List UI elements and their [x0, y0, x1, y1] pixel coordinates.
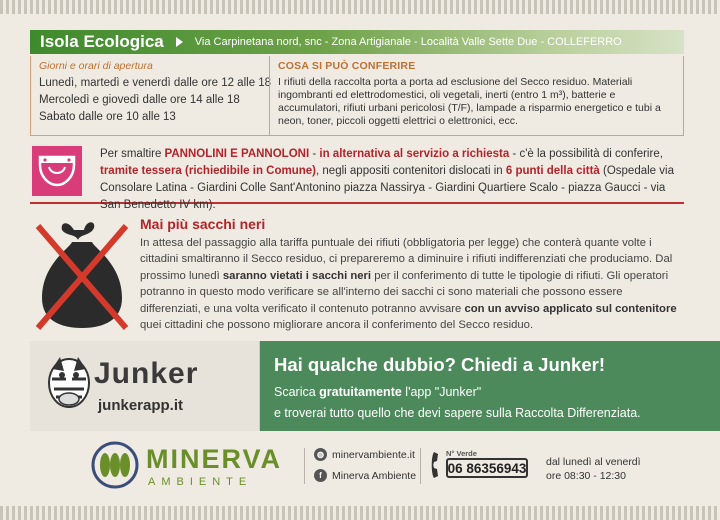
info-box	[30, 56, 684, 136]
highlight-alternative: in alternativa al servizio a richiesta	[319, 148, 510, 160]
text-run: (Ospedale via Consolare Latina - Giardini Colle Sant'Antonino piazza Nassirya - Giardini Quartiere Scalo - piazza Gaucci - via San Benedetto IV km).	[100, 165, 674, 211]
diaper-icon	[32, 146, 82, 196]
text-run: quei cittadini che possono migliorare ancora il conferimento del Secco residuo.	[140, 319, 534, 332]
phone-hours-line: ore 08:30 - 12:30	[546, 470, 626, 482]
minerva-logo-icon	[90, 440, 140, 490]
phone-hours-line: dal lunedì al venerdì	[546, 456, 641, 468]
phone-number[interactable]: 06 86356943	[446, 458, 528, 478]
text-run: Per smaltire	[100, 148, 165, 160]
website-link[interactable]	[314, 448, 415, 461]
crossed-bag-icon	[32, 216, 132, 336]
accepted-title: COSA SI PUÒ CONFERIRE	[278, 60, 416, 72]
header-bar	[30, 30, 684, 54]
diaper-section	[30, 142, 684, 211]
divider	[420, 448, 421, 484]
text-run: e troverai tutto quello che devi sapere sulla Raccolta Differenziata.	[274, 406, 641, 420]
accepted-text: I rifiuti della raccolta porta a porta ad esclusione del Secco residuo. Materiali ingombranti ed elettrodomestici, oli vegetali, inerti (entro 1 m³), batterie e accumulatori, rifiuti urbani pericolosi (T/F), lampade a risparmio energetico e tubi a neon, toner, piccoli oggetti elettrici o elettronici, ecc.	[278, 76, 661, 127]
hours-title: Giorni e orari di apertura	[39, 60, 153, 72]
black-bags-section	[30, 214, 684, 336]
junker-url[interactable]: junkerapp.it	[98, 397, 184, 414]
junker-subtext	[274, 382, 641, 424]
globe-icon: ◍	[314, 448, 327, 461]
highlight-ban: saranno vietati i sacchi neri	[222, 269, 372, 282]
phone-hours	[546, 455, 641, 483]
bags-title: Mai più sacchi neri	[140, 216, 266, 232]
facebook-icon: f	[314, 469, 327, 482]
hours-line: Mercoledì e giovedì dalle ore 14 alle 18	[39, 94, 240, 106]
highlight-points: 6 punti della città	[505, 165, 600, 177]
junker-logo-text: Junker	[94, 357, 199, 390]
header-address: Via Carpinetana nord, snc - Zona Artigianale - Località Valle Sette Due - COLLEFERRO	[194, 36, 622, 48]
text-run: -	[309, 148, 320, 160]
minerva-brand-sub: AMBIENTE	[148, 476, 253, 488]
highlight-notice: con un avviso applicato sul contenitore	[464, 302, 677, 315]
text-run: - c'è la possibilità di conferire,	[509, 148, 663, 160]
hours-line: Sabato dalle ore 10 alle 13	[39, 111, 176, 123]
highlight-free: gratuitamente	[319, 385, 402, 399]
minerva-brand: MINERVA	[146, 444, 283, 474]
facebook-link[interactable]	[314, 469, 416, 482]
bags-text	[140, 235, 684, 333]
hours-line: Lunedì, martedì e venerdì dalle ore 12 alle 18	[39, 77, 272, 89]
bags-body	[140, 214, 684, 336]
toll-free-label: N° Verde	[446, 449, 477, 458]
diaper-text	[100, 142, 684, 211]
text-run: Scarica	[274, 385, 320, 399]
junker-card	[30, 341, 260, 431]
text-run: l'app "Junker"	[401, 385, 482, 399]
opening-hours	[31, 56, 272, 135]
highlight-diapers: PANNOLINI E PANNOLONI	[164, 148, 310, 160]
perforated-edge-bottom	[0, 506, 720, 520]
text-run: In attesa del passaggio alla tariffa puntuale dei rifiuti (obbligatoria per legge) che conterà quante volte i cittadini smaltiranno il Secco residuo, ci prepareremo a diminuire i rifiuti indifferenziati che produciamo. Dal prossimo lunedì	[140, 237, 673, 282]
zebra-mascot-icon	[44, 349, 94, 409]
junker-headline: Hai qualche dubbio? Chiedi a Junker!	[274, 354, 605, 375]
perforated-edge-top	[0, 0, 720, 14]
header-title: Isola Ecologica	[40, 32, 164, 51]
arrow-right-icon	[176, 37, 183, 47]
website-text: minervambiente.it	[332, 448, 415, 461]
highlight-card: tramite tessera (richiedibile in Comune)	[100, 165, 317, 177]
facebook-text: Minerva Ambiente	[332, 469, 417, 482]
text-run: , negli appositi contenitori dislocati in	[316, 165, 506, 177]
text-run: per il conferimento di tutte le tipologie di rifiuti. Gli operatori potranno in questo modo verificare se all'interno dei sacchi ci sono materiali che possono essere differenziati, e una volta verificato il contenuto potranno avvisare	[140, 269, 669, 315]
accepted-materials	[269, 56, 683, 135]
divider	[304, 448, 305, 484]
